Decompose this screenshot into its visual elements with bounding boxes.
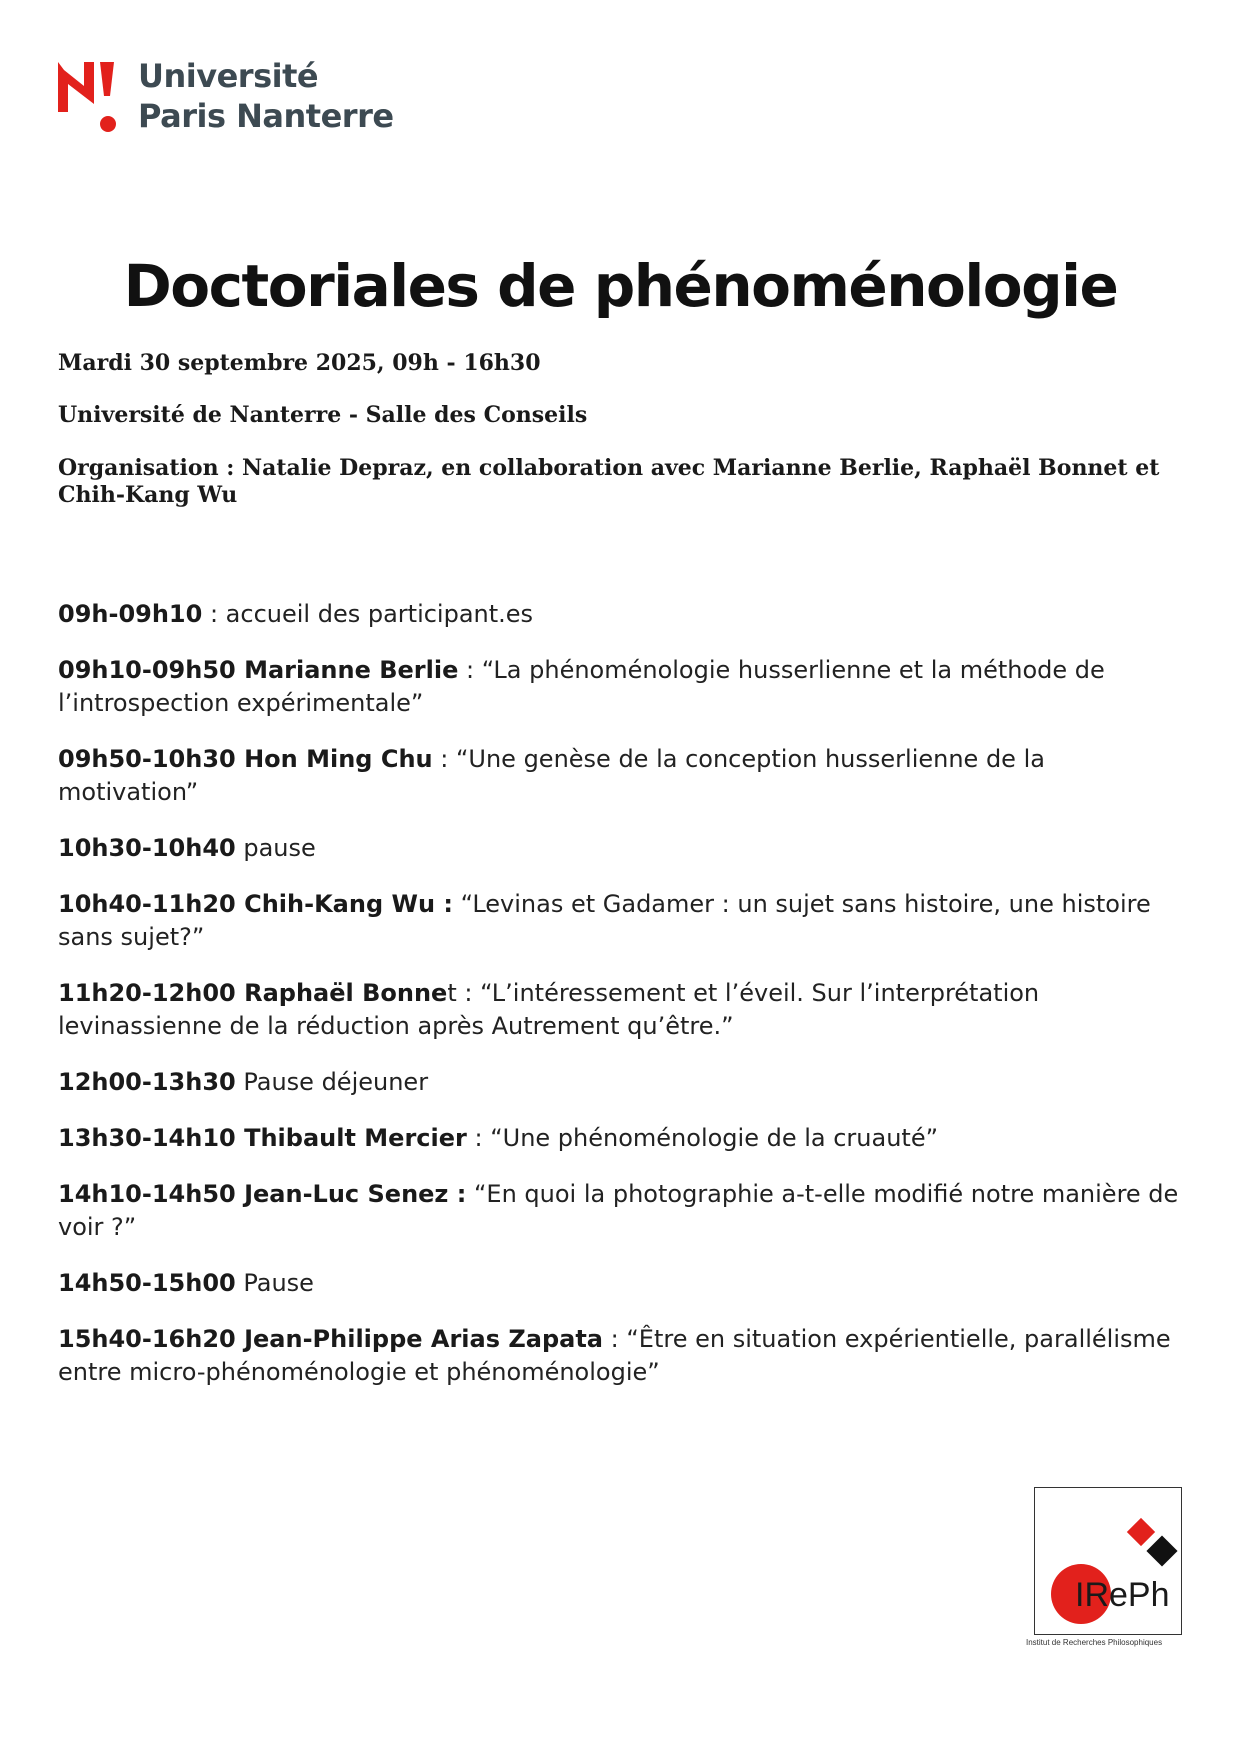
program-time: 09h50-10h30 [58,745,236,773]
program-speaker: Thibault Mercier [235,1124,467,1152]
program-item [58,1178,1188,1244]
program-time: 14h10-14h50 [58,1180,236,1208]
program-text: : “L’intéressement et l’éveil. Sur l’interprétation levinassienne de la réduction après Autrement qu’être.” [58,979,1040,1040]
program-item [58,1267,1188,1300]
ireph-caption: Institut de Recherches Philosophiques [1026,1638,1163,1647]
program-time: 14h50-15h00 [58,1269,236,1297]
program-text: : “Une phénoménologie de la cruauté” [466,1124,939,1152]
program-text: Pause [235,1269,314,1297]
event-organisation [58,455,1188,509]
university-logo-mark-icon [58,62,130,134]
program-time: 13h30-14h10 [58,1124,236,1152]
program-item [58,598,1188,631]
program-speaker: Raphaël Bonne [235,979,448,1007]
program-speaker: Hon Ming Chu [235,745,433,773]
program-item [58,743,1188,809]
ireph-logo-icon [1035,1488,1181,1634]
program-list [58,598,1188,1412]
program-speaker: Marianne Berlie [235,656,459,684]
program-speaker: Chih-Kang Wu : [235,890,453,918]
university-line1: Université [138,57,319,95]
program-time: 12h00-13h30 [58,1068,236,1096]
program-speaker: Jean-Luc Senez : [235,1180,467,1208]
program-item [58,832,1188,865]
organisation-line1: Organisation : Natalie Depraz, en collaboration avec Marianne Berlie, Raphaël Bonnet et [58,455,1160,481]
program-time: 09h-09h10 [58,600,203,628]
event-date: Mardi 30 septembre 2025, 09h - 16h30 [58,350,541,376]
university-name [138,56,394,136]
ireph-logo [1034,1487,1182,1635]
program-time: 10h30-10h40 [58,834,236,862]
program-text: pause [235,834,316,862]
program-text: Pause déjeuner [235,1068,429,1096]
program-item [58,654,1188,720]
program-item [58,888,1188,954]
program-item [58,1066,1188,1099]
program-time: 10h40-11h20 [58,890,236,918]
program-text: : “Une genèse de la conception husserlienne de la motivation” [58,745,1045,806]
program-text: “En quoi la photographie a-t-elle modifié notre manière de voir ?” [58,1180,1179,1241]
university-line2: Paris Nanterre [138,97,394,135]
program-text: : “Être en situation expérientielle, parallélisme entre micro-phénoménologie et phénoménologie” [58,1325,1171,1386]
university-logo [58,56,418,136]
program-speaker: Jean-Philippe Arias Zapata [235,1325,603,1353]
page-title: Doctoriales de phénoménologie [123,252,1118,320]
program-speaker-tail: t [447,979,457,1007]
program-time: 15h40-16h20 [58,1325,236,1353]
program-item [58,1323,1188,1389]
ireph-logo-name: IRePh [1075,1576,1170,1614]
program-text: : “La phénoménologie husserlienne et la méthode de l’introspection expérimentale” [58,656,1105,717]
organisation-line2: Chih-Kang Wu [58,482,238,508]
program-text: “Levinas et Gadamer : un sujet sans histoire, une histoire sans sujet?” [58,890,1151,951]
program-time: 11h20-12h00 [58,979,236,1007]
program-text: : accueil des participant.es [202,600,534,628]
program-time: 09h10-09h50 [58,656,236,684]
program-item [58,1122,1188,1155]
event-venue: Université de Nanterre - Salle des Conseils [58,402,588,428]
program-item [58,977,1188,1043]
